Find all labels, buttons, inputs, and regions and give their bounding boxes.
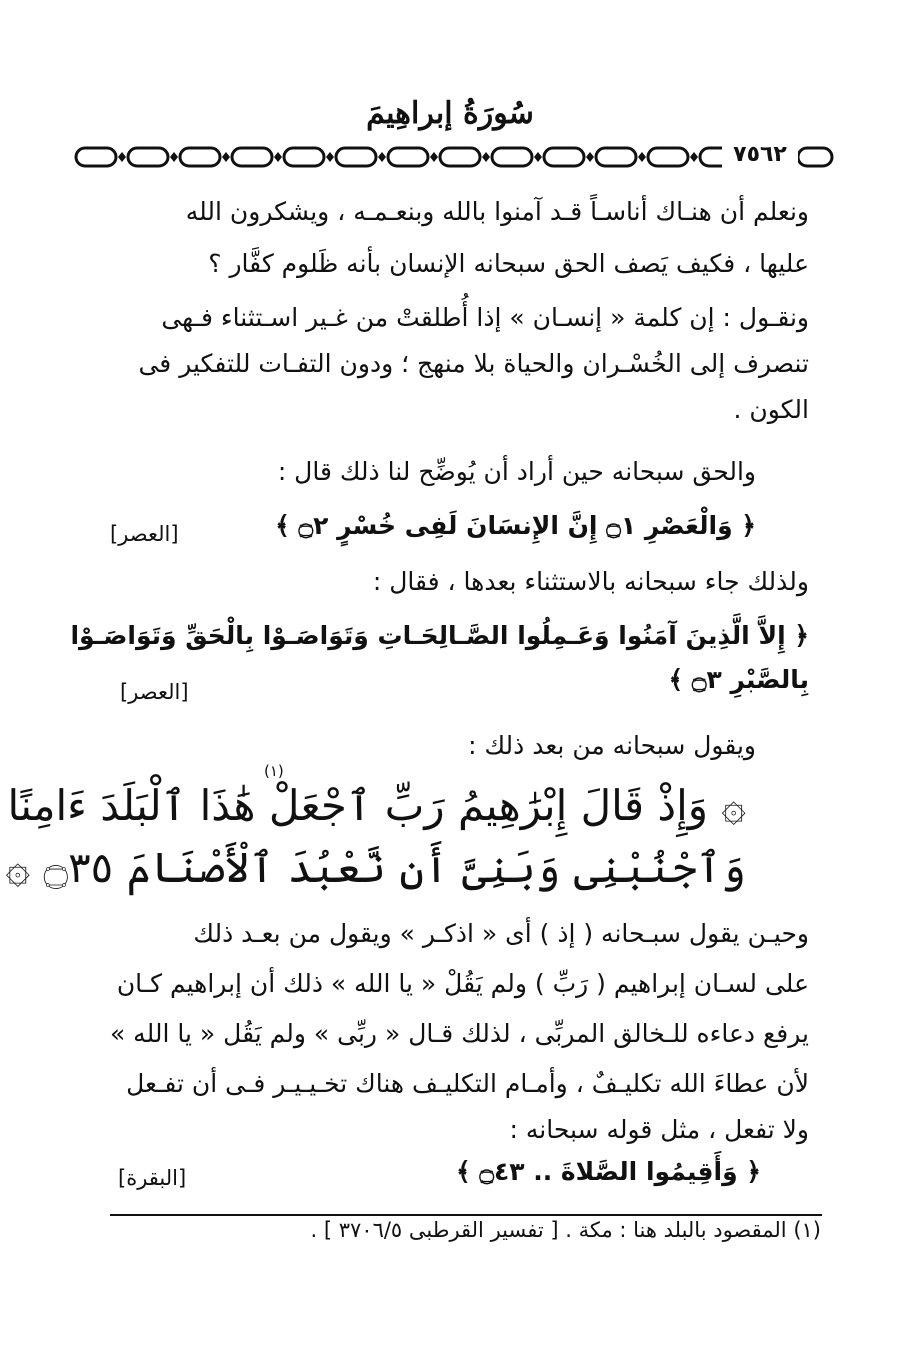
paragraph-1-line-1: ونعلم أن هنـاك أناسـاً قـد آمنوا بالله وبنعـمـه ، ويشكرون الله	[185, 197, 809, 226]
page-number: ٧٥٦٢	[722, 138, 798, 172]
paragraph-6-line-2: على لسـان إبراهيم ( رَبِّ ) ولم يَقُلْ « يا الله » ذلك أن إبراهيم كـان	[116, 969, 809, 998]
paragraph-6-line-3: يرفع دعاءه للـخالق المربِّى ، لذلك قـال « ربِّى » ولم يَقُل « يا الله »	[109, 1019, 809, 1048]
quran-verse-asr-1-2: ﴿ وَالْعَصْرِ ۝١ إِنَّ الإِنسَانَ لَفِى خُسْرٍ ۝٢ ﴾	[275, 511, 756, 540]
paragraph-1-line-2: عليها ، فكيف يَصف الحق سبحانه الإنسان بأنه ظَلوم كفَّار ؟	[208, 249, 809, 278]
quran-verse-asr-3-line-1: ﴿ إِلاَّ الَّذِينَ آمَنُوا وَعَـمِلُوا الصَّـالِحَـاتِ وَتَوَاصَـوْا بِالْحَقِّ وَتَوَاصَـوْا	[70, 621, 809, 650]
footnote-text: (١) المقصود بالبلد هنا : مكة . [ تفسير القرطبى ٣٧٠٦/٥ ] .	[310, 1218, 821, 1242]
paragraph-2-line-1: ونقـول : إن كلمة « إنسـان » إذا أُطلقتْ من غـير اسـتثناء فـهى	[161, 303, 809, 332]
verse-reference-baqarah: [البقرة]	[118, 1166, 187, 1190]
quran-verse-asr-3-line-2: بِالصَّبْرِ ۝٣ ﴾	[668, 665, 809, 694]
paragraph-4-line-1: ولذلك جاء سبحانه بالاستثناء بعدها ، فقال :	[372, 567, 809, 596]
surah-title: سُورَةُ إبراهِيمَ	[366, 96, 534, 131]
paragraph-5-line-1: ويقول سبحانه من بعد ذلك :	[468, 731, 756, 760]
quran-verse-baqarah-43: ﴿ وَأَقِيمُوا الصَّلاةَ .. ۝٤٣ ﴾	[455, 1157, 761, 1186]
footnote-marker: (١)	[264, 762, 284, 780]
paragraph-3-line-1: والحق سبحانه حين أراد أن يُوضِّح لنا ذلك قال :	[277, 457, 756, 486]
footnote-divider	[110, 1214, 822, 1216]
mushaf-verse-ibrahim-35-line-1: ۞ وَإِذْ قَالَ إِبْرَٰهِيمُ رَبِّ ٱجْعَلْ هَٰذَا ٱلْبَلَدَ ءَامِنًا	[7, 781, 746, 830]
paragraph-2-line-3: الكون .	[733, 395, 809, 424]
mushaf-verse-ibrahim-35-line-2: وَٱجْنُبْنِى وَبَنِىَّ أَن نَّعْبُدَ ٱلْأَصْنَامَ ۝٣٥ ۞	[5, 843, 746, 892]
paragraph-6-line-5: ولا تفعل ، مثل قوله سبحانه :	[509, 1115, 809, 1144]
paragraph-6-line-4: لأن عطاءَ الله تكليـفٌ ، وأمـام التكليـف هناك تخـيـيـر فـى أن تفـعل	[126, 1069, 809, 1098]
paragraph-6-line-1: وحيـن يقول سبـحانه ( إذ ) أى « اذكـر » ويقول من بعـد ذلك	[193, 919, 809, 948]
verse-reference-asr: [العصر]	[110, 522, 179, 546]
verse-reference-asr-2: [العصر]	[120, 680, 189, 704]
paragraph-2-line-2: تنصرف إلى الخُسْـران والحياة بلا منهج ؛ ودون التفـات للتفكير فى	[138, 349, 809, 378]
